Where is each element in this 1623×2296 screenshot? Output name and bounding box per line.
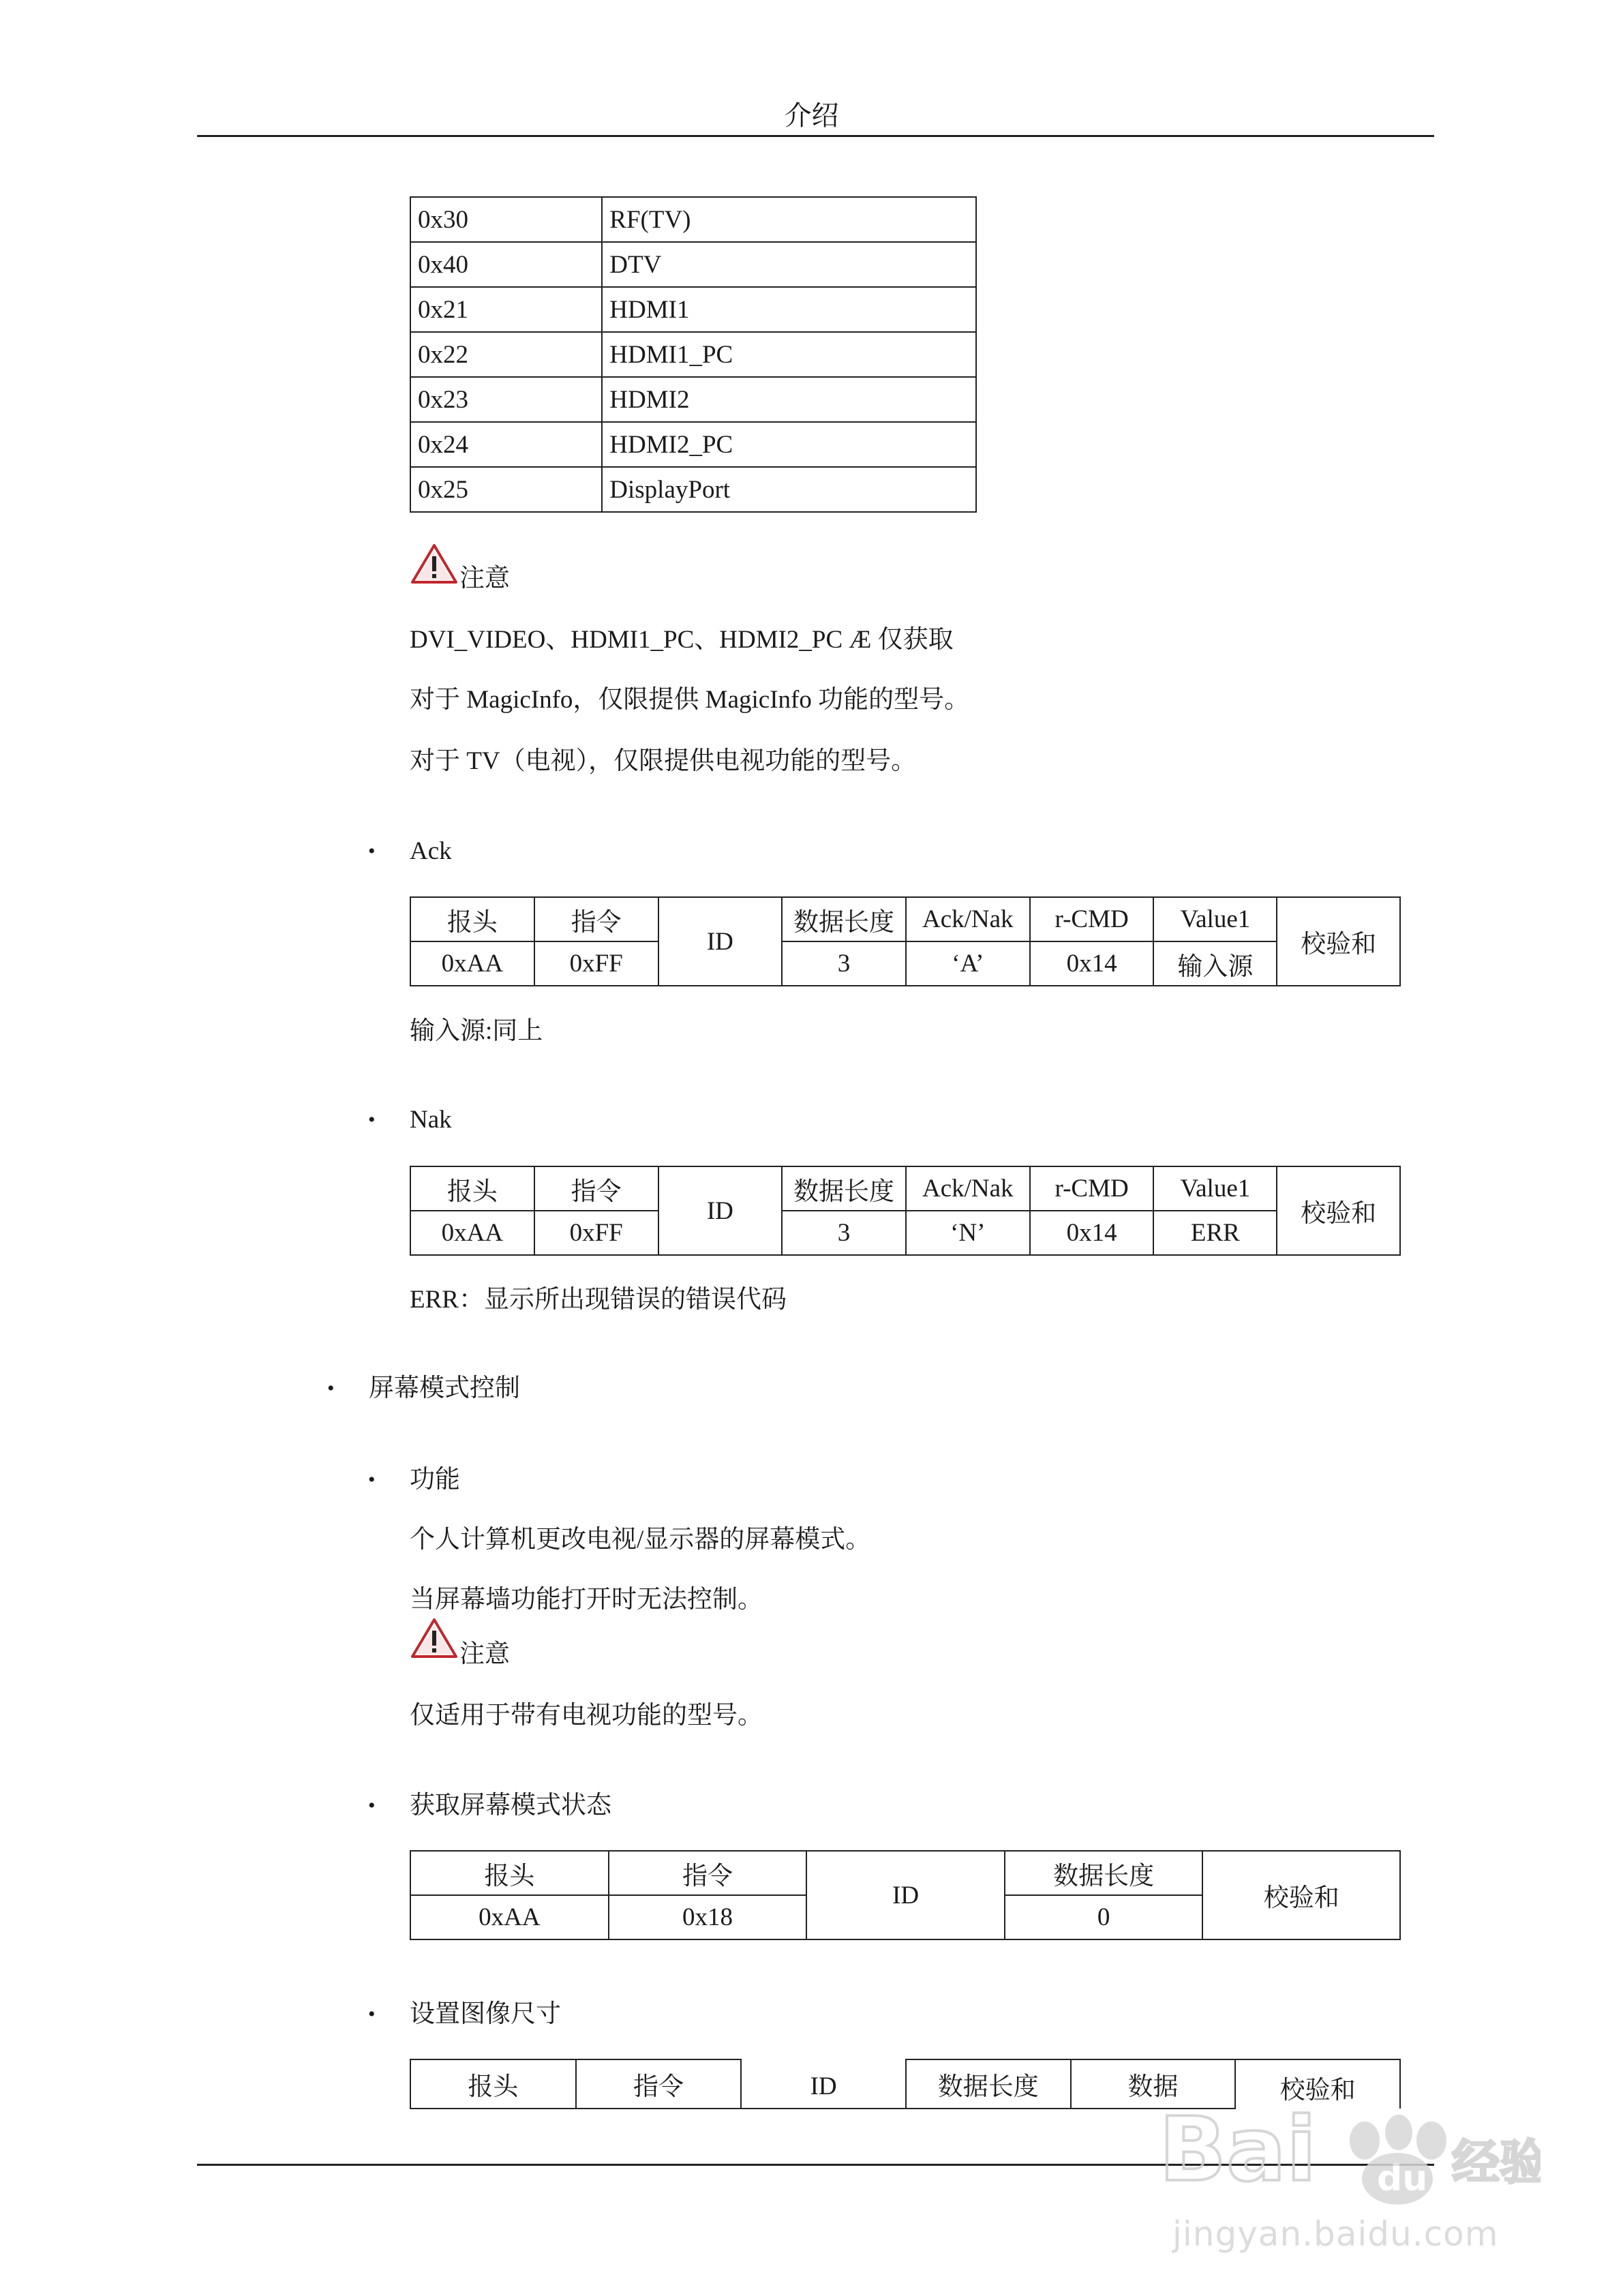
table-cell: 3 bbox=[782, 941, 906, 986]
table-cell: 0x30 bbox=[410, 197, 602, 242]
svg-text:du: du bbox=[1377, 2158, 1428, 2199]
nak-bullet-label: Nak bbox=[410, 1106, 452, 1134]
warning-icon bbox=[410, 543, 459, 586]
source-code-table bbox=[410, 196, 977, 513]
table-row bbox=[410, 897, 1400, 941]
table-header-cell: 指令 bbox=[534, 1166, 658, 1211]
table-cell: DTV bbox=[602, 242, 976, 287]
table-header-cell: 数据长度 bbox=[1005, 1851, 1203, 1895]
table-cell: 0x14 bbox=[1030, 941, 1154, 986]
table-header-cell: Value1 bbox=[1153, 1166, 1277, 1211]
nak-table bbox=[410, 1166, 1401, 1256]
table-cell: ERR bbox=[1153, 1211, 1277, 1255]
table-header-cell: ID bbox=[741, 2059, 906, 2109]
table-cell: 0x24 bbox=[410, 422, 602, 467]
note-line: 对于 MagicInfo，仅限提供 MagicInfo 功能的型号。 bbox=[410, 686, 970, 714]
table-header-cell: r-CMD bbox=[1030, 897, 1154, 941]
note-line: 仅适用于带有电视功能的型号。 bbox=[410, 1702, 763, 1729]
table-cell: 0 bbox=[1005, 1895, 1203, 1939]
table-header-cell: 校验和 bbox=[1277, 1166, 1400, 1255]
table-header-cell: r-CMD bbox=[1030, 1166, 1154, 1211]
function-line: 当屏幕墙功能打开时无法控制。 bbox=[410, 1586, 763, 1614]
table-row bbox=[410, 332, 976, 377]
svg-text:Bai: Bai bbox=[1159, 2098, 1317, 2201]
header-rule bbox=[197, 135, 1434, 137]
table-row bbox=[410, 941, 1400, 986]
function-line: 个人计算机更改电视/显示器的屏幕模式。 bbox=[410, 1526, 871, 1554]
table-header-cell: 报头 bbox=[410, 1166, 534, 1211]
table-row bbox=[410, 287, 976, 332]
table-header-cell: 校验和 bbox=[1235, 2059, 1400, 2109]
table-header-cell: ID bbox=[806, 1851, 1005, 1939]
table-row bbox=[410, 422, 976, 467]
table-header-cell: 指令 bbox=[576, 2059, 742, 2109]
note-line: 对于 TV（电视），仅限提供电视功能的型号。 bbox=[410, 747, 917, 775]
table-cell: 0x14 bbox=[1030, 1211, 1154, 1255]
note-label: 注意 bbox=[459, 564, 510, 592]
table-cell: HDMI1_PC bbox=[602, 332, 976, 377]
table-header-cell: 报头 bbox=[410, 897, 534, 941]
table-header-cell: Value1 bbox=[1153, 897, 1277, 941]
table-cell: 0xFF bbox=[534, 1211, 658, 1255]
table-cell: 0x22 bbox=[410, 332, 602, 377]
baidu-logo-icon bbox=[1159, 2091, 1541, 2214]
table-cell: 0x23 bbox=[410, 377, 602, 422]
table-header-cell: 校验和 bbox=[1202, 1851, 1400, 1939]
bullet-icon: • bbox=[327, 1377, 335, 1400]
page-header-title: 介绍 bbox=[784, 100, 839, 131]
table-header-cell: 数据 bbox=[1071, 2059, 1236, 2109]
section-title: 屏幕模式控制 bbox=[369, 1374, 520, 1402]
table-cell: DisplayPort bbox=[602, 467, 976, 512]
bullet-icon: • bbox=[368, 840, 376, 862]
ack-table bbox=[410, 896, 1401, 986]
svg-text:经验: 经验 bbox=[1452, 2134, 1541, 2190]
note-label: 注意 bbox=[459, 1640, 510, 1668]
table-cell: ‘N’ bbox=[906, 1211, 1030, 1255]
table-header-cell: Ack/Nak bbox=[906, 897, 1030, 941]
table-header-cell: 校验和 bbox=[1277, 897, 1400, 986]
table-header-cell: 数据长度 bbox=[782, 897, 906, 941]
table-header-cell: Ack/Nak bbox=[906, 1166, 1030, 1211]
table-header-cell: 数据长度 bbox=[906, 2059, 1071, 2109]
table-cell: 0xAA bbox=[410, 941, 534, 986]
get-status-bullet-label: 获取屏幕模式状态 bbox=[410, 1792, 611, 1819]
table-cell: 0x40 bbox=[410, 242, 602, 287]
table-row bbox=[410, 1166, 1400, 1211]
warning-icon bbox=[410, 1617, 459, 1661]
table-cell: 输入源 bbox=[1153, 941, 1277, 986]
table-cell: ‘A’ bbox=[906, 941, 1030, 986]
table-cell: 0xAA bbox=[410, 1211, 534, 1255]
table-row bbox=[410, 467, 976, 512]
table-cell: HDMI2 bbox=[602, 377, 976, 422]
table-cell: 0x18 bbox=[609, 1895, 807, 1939]
bullet-icon: • bbox=[368, 1794, 376, 1817]
table-row bbox=[410, 377, 976, 422]
baidu-watermark bbox=[1159, 2091, 1541, 2269]
table-cell: HDMI1 bbox=[602, 287, 976, 332]
table-header-cell: 报头 bbox=[410, 2059, 576, 2109]
function-label: 功能 bbox=[410, 1466, 460, 1494]
table-header-cell: ID bbox=[658, 897, 783, 986]
table-cell: 0x21 bbox=[410, 287, 602, 332]
table-header-cell: 数据长度 bbox=[782, 1166, 906, 1211]
table-cell: 0xAA bbox=[410, 1895, 609, 1939]
bullet-icon: • bbox=[368, 2003, 376, 2025]
table-row bbox=[410, 1851, 1400, 1895]
watermark-url: jingyan.baidu.com bbox=[1172, 2214, 1499, 2254]
table-header-cell: 报头 bbox=[410, 1851, 609, 1895]
nak-note: ERR：显示所出现错误的错误代码 bbox=[410, 1286, 787, 1314]
table-cell: RF(TV) bbox=[602, 197, 976, 242]
table-cell: 3 bbox=[782, 1211, 906, 1255]
ack-bullet-label: Ack bbox=[410, 837, 452, 865]
table-cell: 0x25 bbox=[410, 467, 602, 512]
table-row bbox=[410, 242, 976, 287]
table-header-cell: 指令 bbox=[609, 1851, 807, 1895]
get-status-table bbox=[410, 1850, 1401, 1940]
note-line: DVI_VIDEO、HDMI1_PC、HDMI2_PC Æ 仅获取 bbox=[410, 626, 954, 654]
table-row bbox=[410, 1211, 1400, 1255]
bullet-icon: • bbox=[368, 1468, 376, 1491]
table-header-cell: 指令 bbox=[534, 897, 658, 941]
table-row bbox=[410, 197, 976, 242]
table-cell: HDMI2_PC bbox=[602, 422, 976, 467]
bullet-icon: • bbox=[368, 1108, 376, 1131]
ack-note: 输入源:同上 bbox=[410, 1017, 543, 1045]
set-size-bullet-label: 设置图像尺寸 bbox=[410, 2000, 561, 2028]
table-header-cell: ID bbox=[658, 1166, 783, 1255]
table-cell: 0xFF bbox=[534, 941, 658, 986]
